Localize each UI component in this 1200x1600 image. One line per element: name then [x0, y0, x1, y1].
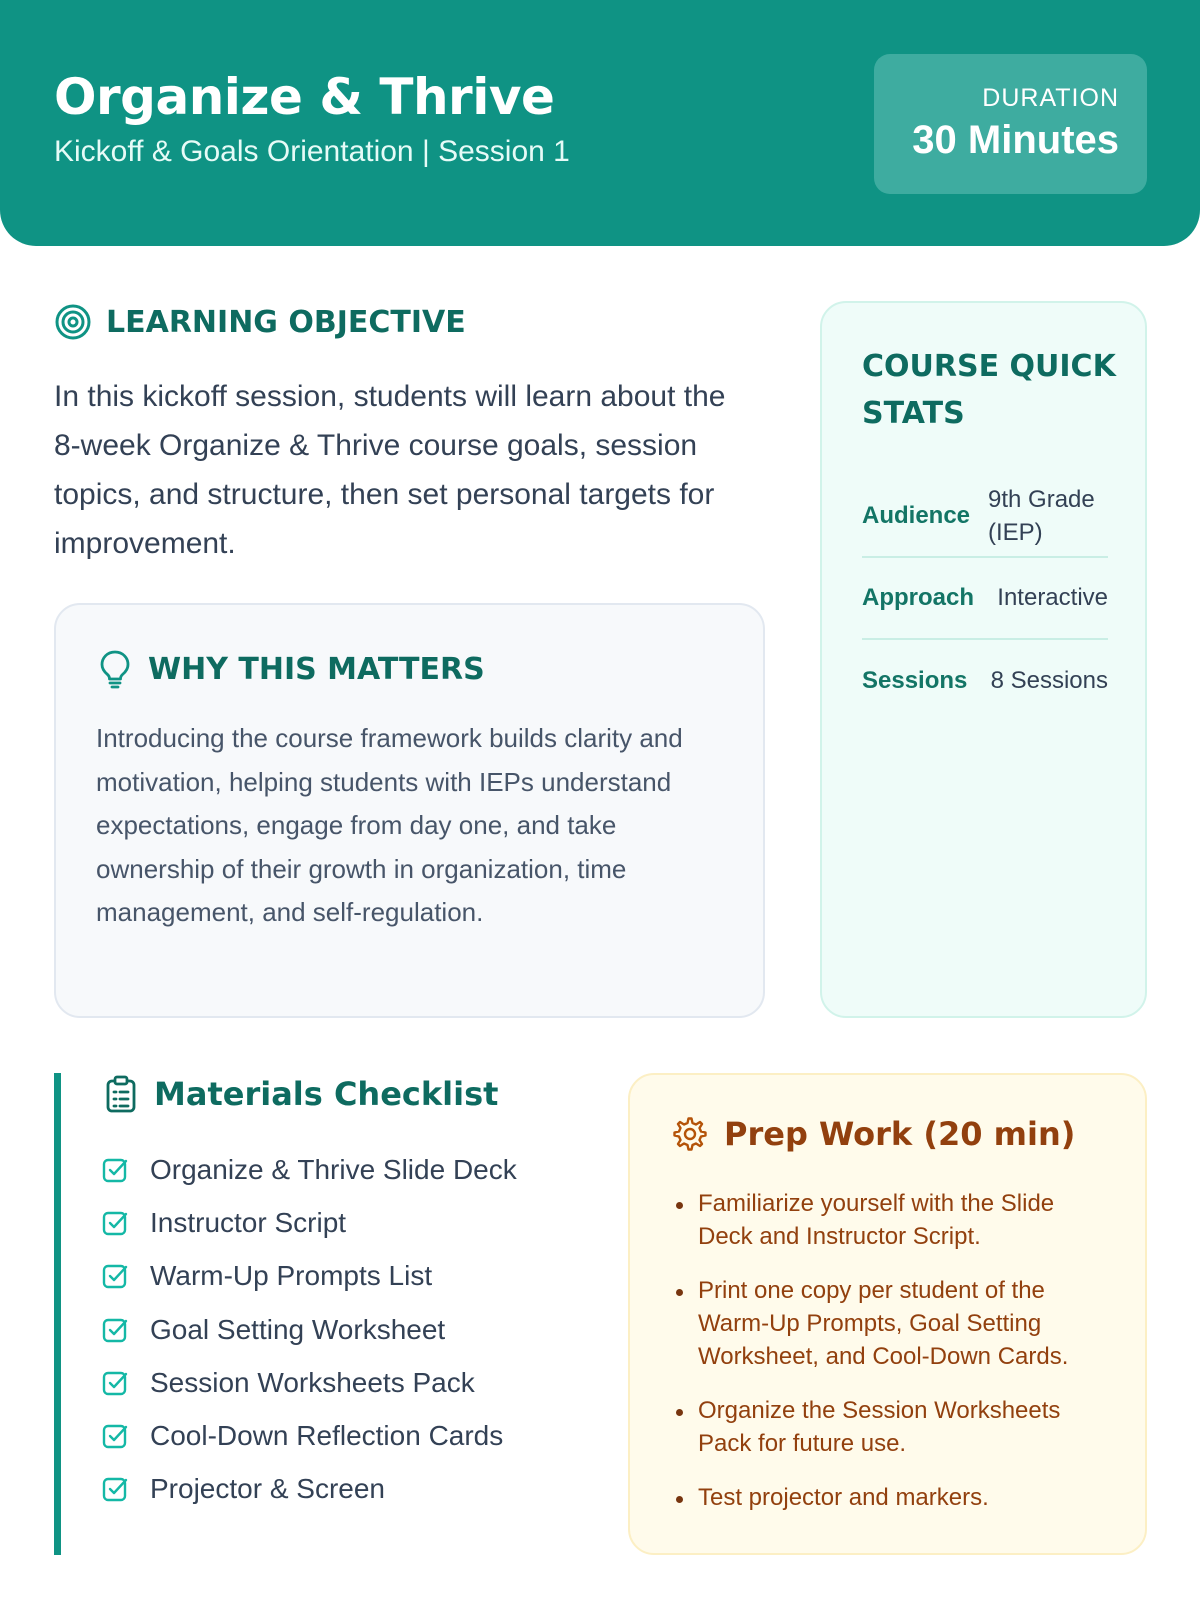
prep-work-title: Prep Work (20 min) [724, 1115, 1076, 1153]
checklist-item [102, 1303, 517, 1356]
prep-item: Test projector and markers. [674, 1481, 1114, 1514]
checklist-item [102, 1409, 517, 1462]
stat-row-approach [862, 558, 1108, 640]
checklist-item-label: Warm-Up Prompts List [150, 1260, 433, 1292]
prep-item: Organize the Session Worksheets Pack for future use. [674, 1394, 1114, 1460]
header-banner [0, 0, 1200, 246]
learning-objective-title: LEARNING OBJECTIVE [106, 304, 466, 340]
why-this-matters-title: WHY THIS MATTERS [148, 651, 485, 687]
checkbox-checked-icon [102, 1370, 128, 1396]
stat-value: 8 Sessions [990, 667, 1108, 694]
checkbox-checked-icon [102, 1423, 128, 1449]
target-icon [54, 303, 92, 341]
stat-label: Sessions [862, 667, 968, 694]
quick-stats-title: COURSE QUICK STATS [862, 349, 1116, 431]
checklist-item [102, 1356, 517, 1409]
checklist-item [102, 1463, 517, 1516]
checkbox-checked-icon [102, 1317, 128, 1343]
checkbox-checked-icon [102, 1210, 128, 1236]
prep-work-card [628, 1073, 1147, 1555]
checklist-item [102, 1196, 517, 1249]
stat-row-sessions [862, 640, 1108, 722]
prep-item: Print one copy per student of the Warm-Up Prompts, Goal Setting Worksheet, and Cool-Down Cards. [674, 1274, 1114, 1373]
why-this-matters-text: Introducing the course framework builds clarity and motivation, helping students with IEPs understand expectations, engage from day one, and take ownership of their growth in organization, time management, and self-regulation. [96, 723, 683, 927]
checklist-item-label: Organize & Thrive Slide Deck [150, 1153, 517, 1185]
stat-value: 9th Grade (IEP) [988, 486, 1095, 546]
stat-label: Approach [862, 584, 975, 611]
checklist-item-label: Instructor Script [150, 1206, 347, 1238]
page-title: Organize & Thrive [54, 68, 555, 126]
clipboard-icon [104, 1075, 138, 1113]
duration-label: DURATION [982, 84, 1119, 112]
duration-badge [874, 54, 1147, 194]
prep-item: Familiarize yourself with the Slide Deck and Instructor Script. [674, 1187, 1114, 1253]
stat-value: Interactive [997, 584, 1108, 611]
checklist-item [102, 1250, 517, 1303]
materials-list [102, 1143, 517, 1516]
checkbox-checked-icon [102, 1263, 128, 1289]
page-subtitle: Kickoff & Goals Orientation | Session 1 [54, 135, 570, 168]
prep-work-list [674, 1187, 1114, 1535]
materials-title: Materials Checklist [154, 1075, 499, 1113]
materials-accent-bar [54, 1073, 61, 1555]
duration-value: 30 Minutes [912, 118, 1119, 162]
learning-objective-heading [54, 303, 466, 341]
gear-icon [672, 1116, 708, 1152]
course-quick-stats-card [820, 301, 1147, 1018]
why-this-matters-card [54, 603, 765, 1018]
stat-label: Audience [862, 502, 971, 529]
checklist-item-label: Goal Setting Worksheet [150, 1313, 446, 1345]
checklist-item-label: Projector & Screen [150, 1473, 385, 1505]
checkbox-checked-icon [102, 1476, 128, 1502]
checklist-item [102, 1143, 517, 1196]
checklist-item-label: Cool-Down Reflection Cards [150, 1420, 504, 1452]
materials-heading [104, 1075, 498, 1113]
learning-objective-text: In this kickoff session, students will learn about the 8-week Organize & Thrive course goals, session topics, and structure, then set personal targets for improvement. [54, 380, 726, 560]
checkbox-checked-icon [102, 1157, 128, 1183]
stat-row-audience [862, 476, 1108, 558]
prep-work-heading [672, 1115, 1075, 1153]
checklist-item-label: Session Worksheets Pack [150, 1366, 475, 1398]
lightbulb-icon [98, 649, 132, 689]
why-this-matters-heading [98, 649, 485, 689]
